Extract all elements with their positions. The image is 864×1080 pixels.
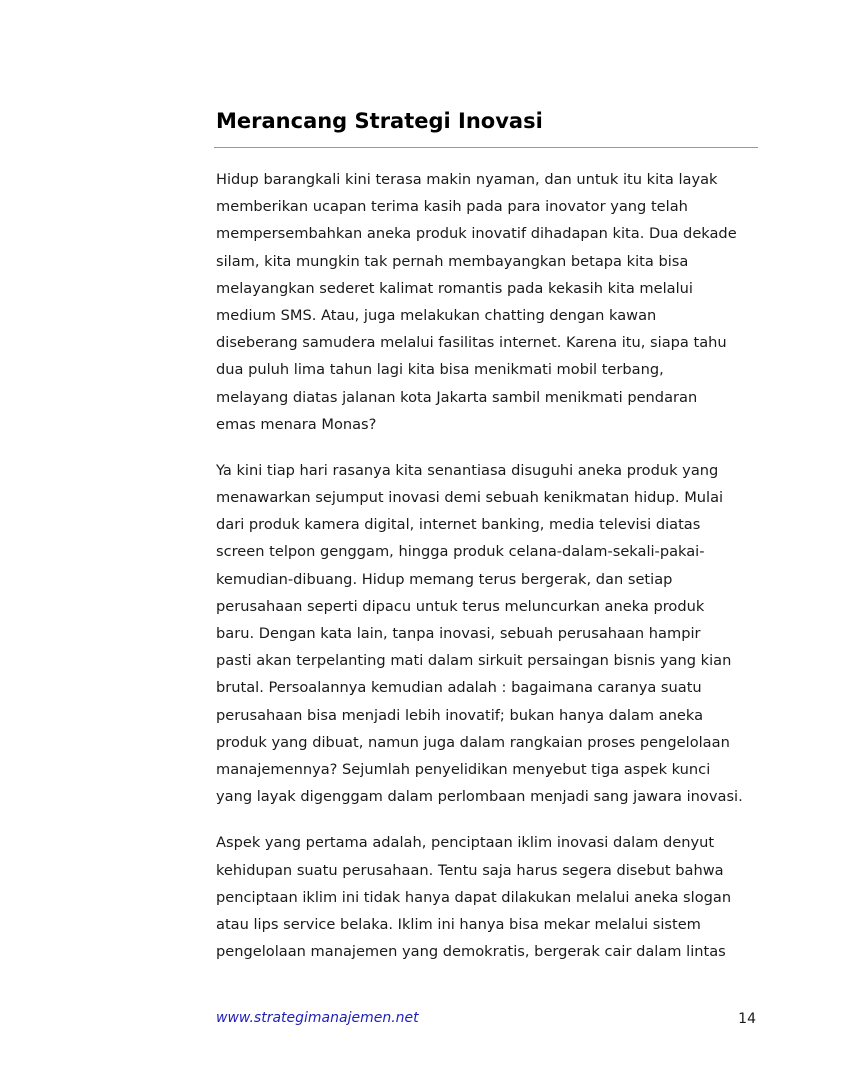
text-line: perusahaan seperti dipacu untuk terus meluncurkan aneka produk (216, 597, 705, 615)
text-line: Hidup barangkali kini terasa makin nyaman, dan untuk itu kita layak (216, 171, 718, 188)
text-line: dari produk kamera digital, internet banking, media televisi diatas (216, 516, 701, 534)
text-line: screen telpon genggam, hingga produk celana-dalam-sekali-pakai- (216, 543, 705, 561)
text-line: medium SMS. Atau, juga melakukan chatting dengan kawan (216, 306, 657, 324)
article-body (216, 166, 776, 984)
footer-website-link[interactable]: www.strategimanajemen.net (216, 1010, 419, 1026)
text-line: melayangkan sederet kalimat romantis pada kekasih kita melalui (216, 279, 693, 297)
text-line: melayang diatas jalanan kota Jakarta sambil menikmati pendaran (216, 388, 698, 406)
text-line: kemudian-dibuang. Hidup memang terus bergerak, dan setiap (216, 570, 673, 588)
text-line: Ya kini tiap hari rasanya kita senantiasa disuguhi aneka produk yang (216, 461, 719, 479)
text-line: memberikan ucapan terima kasih pada para inovator yang telah (216, 198, 688, 216)
text-line: baru. Dengan kata lain, tanpa inovasi, sebuah perusahaan hampir (216, 625, 701, 642)
paragraph-1 (216, 166, 776, 438)
paragraph-2 (216, 457, 776, 810)
text-line: silam, kita mungkin tak pernah membayangkan betapa kita bisa (216, 252, 689, 270)
text-line: menawarkan sejumput inovasi demi sebuah kenikmatan hidup. Mulai (216, 489, 724, 507)
text-line: Aspek yang pertama adalah, penciptaan iklim inovasi dalam denyut (216, 834, 715, 852)
text-line: penciptaan iklim ini tidak hanya dapat dilakukan melalui aneka slogan (216, 888, 732, 906)
text-line: manajemennya? Sejumlah penyelidikan menyebut tiga aspek kunci (216, 760, 711, 778)
title-divider (214, 147, 758, 148)
page-title: Merancang Strategi Inovasi (216, 109, 543, 133)
text-line: atau lips service belaka. Iklim ini hanya bisa mekar melalui sistem (216, 915, 701, 933)
text-line: mempersembahkan aneka produk inovatif dihadapan kita. Dua dekade (216, 225, 737, 243)
text-line: dua puluh lima tahun lagi kita bisa menikmati mobil terbang, (216, 361, 664, 379)
text-line: yang layak digenggam dalam perlombaan menjadi sang jawara inovasi. (216, 788, 743, 806)
text-line: perusahaan bisa menjadi lebih inovatif; bukan hanya dalam aneka (216, 706, 704, 724)
text-line: diseberang samudera melalui fasilitas internet. Karena itu, siapa tahu (216, 334, 727, 352)
paragraph-3 (216, 829, 776, 965)
text-line: produk yang dibuat, namun juga dalam rangkaian proses pengelolaan (216, 733, 730, 751)
text-line: kehidupan suatu perusahaan. Tentu saja harus segera disebut bahwa (216, 861, 724, 879)
text-line: pasti akan terpelanting mati dalam sirkuit persaingan bisnis yang kian (216, 652, 732, 670)
text-line: emas menara Monas? (216, 415, 377, 433)
text-line: pengelolaan manajemen yang demokratis, bergerak cair dalam lintas (216, 943, 726, 961)
page-number: 14 (738, 1011, 756, 1027)
text-line: brutal. Persoalannya kemudian adalah : bagaimana caranya suatu (216, 679, 702, 697)
